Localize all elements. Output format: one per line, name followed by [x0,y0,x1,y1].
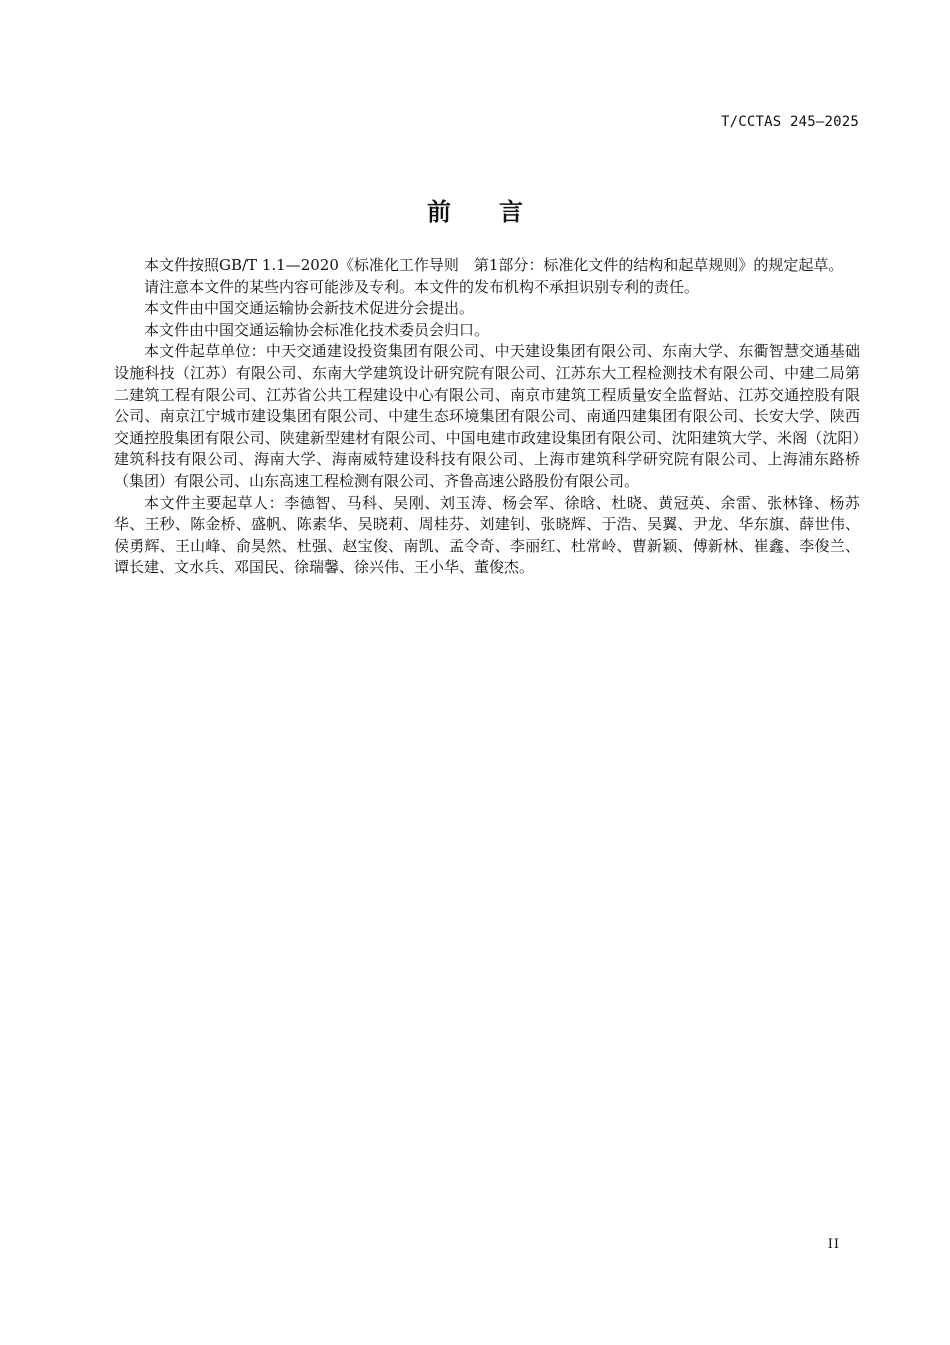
page-number: II [827,1237,840,1252]
page-title [0,192,950,227]
foreword-body [114,255,860,579]
paragraph-drafting-units: 本文件起草单位：中天交通建设投资集团有限公司、中天建设集团有限公司、东南大学、东衢智慧交通基础设施科技（江苏）有限公司、东南大学建筑设计研究院有限公司、江苏东大工程检测技术有限公司、中建二局第二建筑工程有限公司、江苏省公共工程建设中心有限公司、南京市建筑工程质量安全监督站、江苏交通控股有限公司、南京江宁城市建设集团有限公司、中建生态环境集团有限公司、南通四建集团有限公司、长安大学、陕西交通控股集团有限公司、陕建新型建材有限公司、中国电建市政建设集团有限公司、沈阳建筑大学、米阁（沈阳）建筑科技有限公司、海南大学、海南威特建设科技有限公司、上海市建筑科学研究院有限公司、上海浦东路桥（集团）有限公司、山东高速工程检测有限公司、齐鲁高速公路股份有限公司。 [114,342,860,490]
paragraph-drafting-rules: 本文件按照GB/T 1.1—2020《标准化工作导则 第1部分：标准化文件的结构和起草规则》的规定起草。 [144,256,844,274]
paragraph-patent-notice: 请注意本文件的某些内容可能涉及专利。本文件的发布机构不承担识别专利的责任。 [144,277,700,296]
paragraph-committee: 本文件由中国交通运输协会标准化技术委员会归口。 [144,320,490,339]
page-title-char-2: 言 [499,198,523,226]
standard-code: T/CCTAS 245—2025 [720,114,859,130]
paragraph-drafters: 本文件主要起草人：李德智、马科、吴刚、刘玉涛、杨会军、徐晗、杜晓、黄冠英、余雷、张林锋、杨苏华、王秒、陈金桥、盛帆、陈素华、吴晓莉、周桂芬、刘建钊、张晓辉、于浩、吴翼、尹龙、华东旗、薛世伟、侯勇辉、王山峰、俞昊然、杜强、赵宝俊、南凯、孟令奇、李丽红、杜常岭、曹新颖、傅新林、崔鑫、李俊兰、谭长建、文水兵、邓国民、徐瑞馨、徐兴伟、王小华、董俊杰。 [114,493,860,577]
page-title-char-1: 前 [427,198,451,226]
paragraph-proposer: 本文件由中国交通运输协会新技术促进分会提出。 [144,299,475,318]
